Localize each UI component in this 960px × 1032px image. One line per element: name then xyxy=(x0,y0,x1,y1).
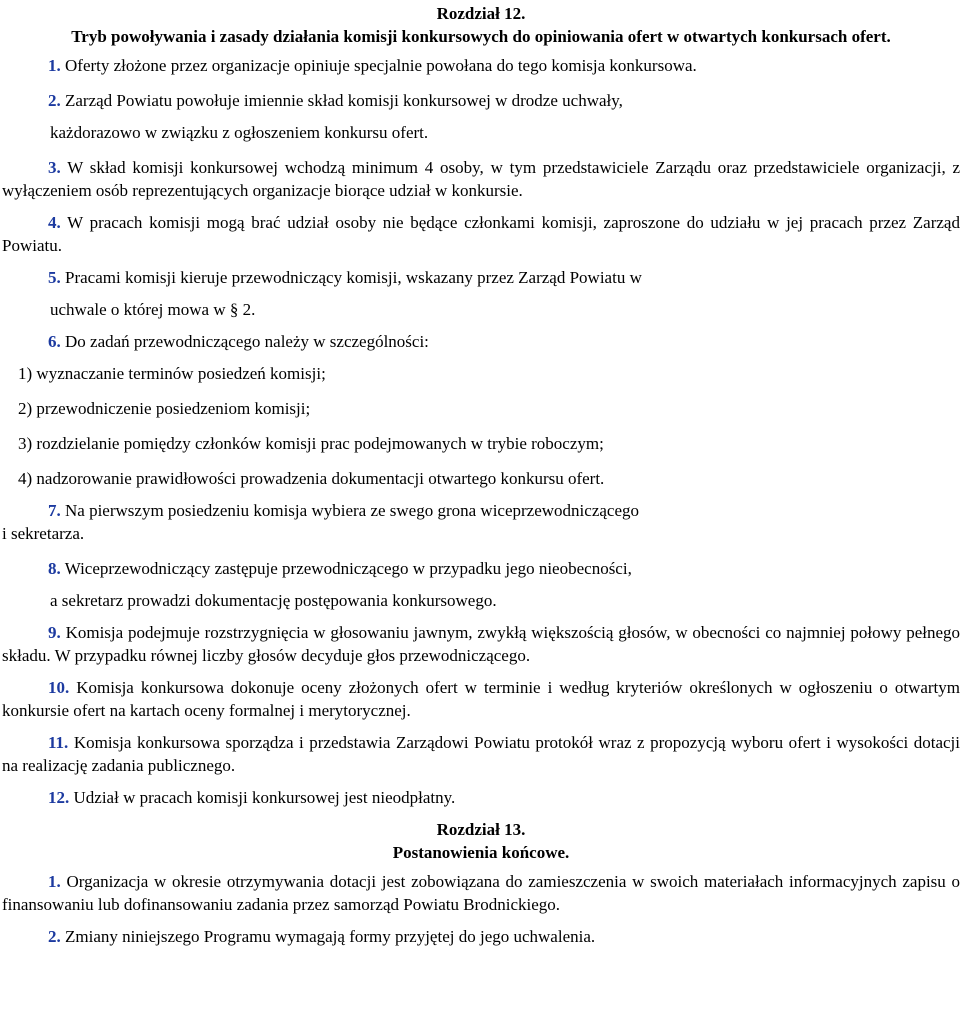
paragraph-8 xyxy=(2,557,960,580)
paragraph-text: Zmiany niniejszego Programu wymagają formy przyjętej do jego uchwalenia. xyxy=(65,927,596,946)
paragraph-2-continuation: każdorazowo w związku z ogłoszeniem konkursu ofert. xyxy=(50,123,429,142)
paragraph-10 xyxy=(2,676,960,722)
paragraph-3 xyxy=(2,156,960,202)
paragraph-number: 8. xyxy=(48,559,61,578)
paragraph-9 xyxy=(2,621,960,667)
paragraph-text: W pracach komisji mogą brać udział osoby nie będące członkami komisji, zaproszone do udziału w jej pracach przez Zarząd Powiatu. xyxy=(2,213,960,255)
paragraph-text: Oferty złożone przez organizacje opiniuje specjalnie powołana do tego komisja konkursowa. xyxy=(65,56,697,75)
paragraph-2 xyxy=(2,89,960,112)
paragraph-7 xyxy=(2,499,960,522)
paragraph-number: 2. xyxy=(48,91,61,110)
paragraph-5-continuation: uchwale o której mowa w § 2. xyxy=(50,300,256,319)
chapter-13-title: Postanowienia końcowe. xyxy=(392,843,570,862)
paragraph-number: 7. xyxy=(48,501,61,520)
paragraph-text: Komisja konkursowa dokonuje oceny złożonych ofert w terminie i według kryteriów określonych w ogłoszeniu o otwartym konkursie ofert na kartach oceny formalnej i merytorycznej. xyxy=(2,678,960,720)
paragraph-7-continuation: i sekretarza. xyxy=(2,524,85,543)
paragraph-number: 3. xyxy=(48,158,61,177)
paragraph-number: 12. xyxy=(48,788,70,807)
paragraph-5 xyxy=(2,266,960,289)
paragraph-12 xyxy=(2,786,960,809)
paragraph-text: W skład komisji konkursowej wchodzą minimum 4 osoby, w tym przedstawiciele Zarządu oraz przedstawiciele organizacji, z wyłączeniem osób reprezentujących organizacje biorące udział w konkursie. xyxy=(2,158,960,200)
paragraph-text: Udział w pracach komisji konkursowej jest nieodpłatny. xyxy=(73,788,456,807)
paragraph-number: 4. xyxy=(48,213,61,232)
paragraph-text: Wiceprzewodniczący zastępuje przewodniczącego w przypadku jego nieobecności, xyxy=(64,559,632,578)
paragraph-text: Pracami komisji kieruje przewodniczący komisji, wskazany przez Zarząd Powiatu w xyxy=(65,268,642,287)
duty-item-1: 1) wyznaczanie terminów posiedzeń komisji; xyxy=(18,364,326,383)
duty-item-2: 2) przewodniczenie posiedzeniom komisji; xyxy=(18,399,311,418)
paragraph-11 xyxy=(2,731,960,777)
paragraph-1 xyxy=(2,54,960,77)
paragraph-number: 9. xyxy=(48,623,61,642)
final-paragraph-2 xyxy=(2,925,960,948)
paragraph-number: 10. xyxy=(48,678,70,697)
paragraph-text: Do zadań przewodniczącego należy w szczególności: xyxy=(65,332,429,351)
paragraph-6 xyxy=(2,330,960,353)
paragraph-text: Komisja konkursowa sporządza i przedstawia Zarządowi Powiatu protokół wraz z propozycją wyboru ofert i wysokości dotacji na realizację zadania publicznego. xyxy=(2,733,960,775)
paragraph-number: 2. xyxy=(48,927,61,946)
paragraph-text: Zarząd Powiatu powołuje imiennie skład komisji konkursowej w drodze uchwały, xyxy=(65,91,623,110)
chapter-12-title: Tryb powoływania i zasady działania komisji konkursowych do opiniowania ofert w otwartych konkursach ofert. xyxy=(71,27,891,46)
paragraph-number: 11. xyxy=(48,733,69,752)
paragraph-number: 5. xyxy=(48,268,61,287)
paragraph-text: Organizacja w okresie otrzymywania dotacji jest zobowiązana do zamieszczenia w swoich materiałach informacyjnych zapisu o finansowaniu lub dofinansowaniu zadania przez samorząd Powiatu Brodnickiego. xyxy=(2,872,960,914)
duty-item-4: 4) nadzorowanie prawidłowości prowadzenia dokumentacji otwartego konkursu ofert. xyxy=(18,469,605,488)
paragraph-number: 1. xyxy=(48,56,61,75)
paragraph-number: 6. xyxy=(48,332,61,351)
chapter-13-heading: Rozdział 13. xyxy=(436,820,526,839)
chapter-12-heading: Rozdział 12. xyxy=(436,4,526,23)
duty-item-3: 3) rozdzielanie pomiędzy członków komisji prac podejmowanych w trybie roboczym; xyxy=(18,434,604,453)
paragraph-text: Na pierwszym posiedzeniu komisja wybiera ze swego grona wiceprzewodniczącego xyxy=(65,501,639,520)
paragraph-4 xyxy=(2,211,960,257)
final-paragraph-1 xyxy=(2,870,960,916)
paragraph-text: Komisja podejmuje rozstrzygnięcia w głosowaniu jawnym, zwykłą większością głosów, w obecności co najmniej połowy pełnego składu. W przypadku równej liczby głosów decyduje głos przewodniczącego. xyxy=(2,623,960,665)
paragraph-number: 1. xyxy=(48,872,61,891)
paragraph-8-continuation: a sekretarz prowadzi dokumentację postępowania konkursowego. xyxy=(50,591,497,610)
